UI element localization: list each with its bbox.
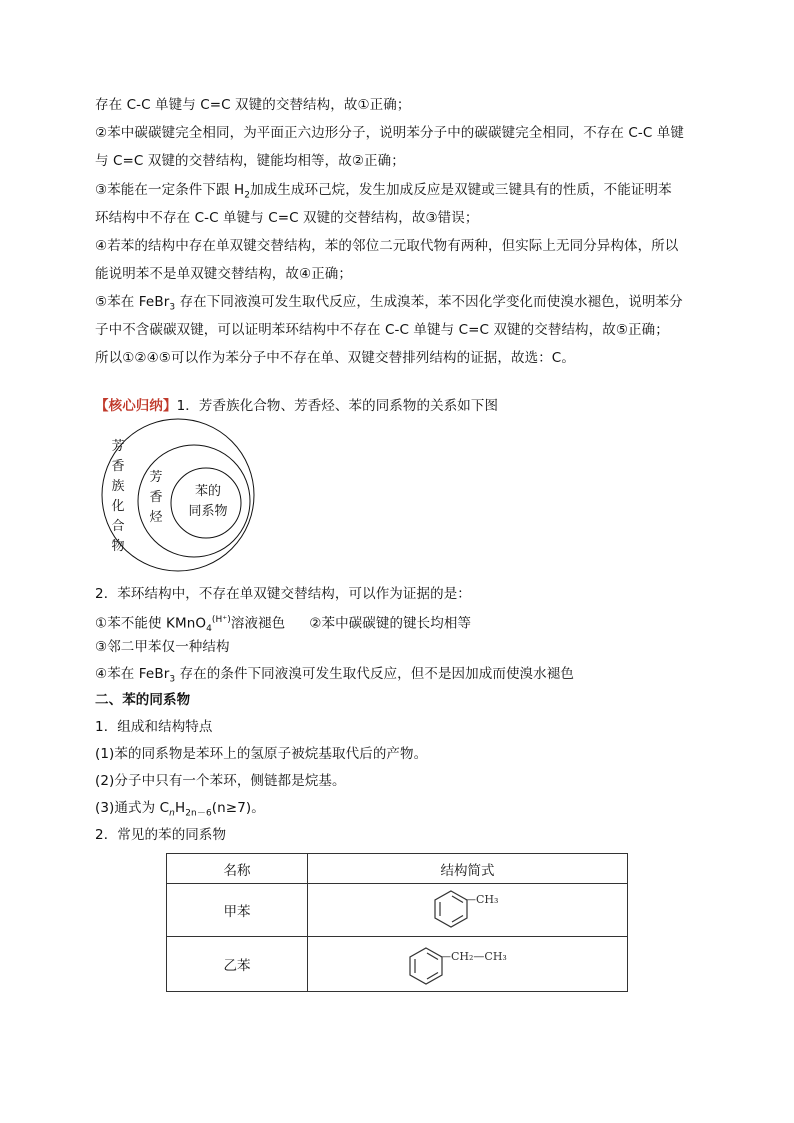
evidence-line-3: ③邻二甲苯仅一种结构: [95, 639, 230, 655]
section-2-point-1b: (2)分子中只有一个苯环，侧链都是烷基。: [95, 773, 346, 789]
svg-text:香: 香: [149, 490, 163, 505]
toluene-structure: [413, 887, 523, 933]
svg-text:芳: 芳: [149, 470, 163, 485]
svg-text:化: 化: [111, 499, 125, 514]
svg-text:物: 物: [111, 539, 125, 554]
analysis-line-5: 环结构中不存在 C-C 单键与 C=C 双键的交替结构，故③错误；: [95, 210, 479, 226]
homolog-table: [166, 853, 628, 992]
venn-inner-circle: [171, 468, 241, 538]
analysis-line-10: 所以①②④⑤可以作为苯分子中不存在单、双键交替排列结构的证据，故选：C。: [95, 350, 575, 366]
venn-outer-label: [111, 439, 124, 554]
section-2-point-1: 1．组成和结构特点: [95, 719, 213, 735]
table-row: [167, 884, 628, 937]
analysis-line-3: 与 C=C 双键的交替结构，键能均相等，故②正确；: [95, 153, 405, 169]
svg-text:族: 族: [111, 479, 125, 494]
svg-text:—CH₂—CH₃: —CH₂—CH₃: [439, 950, 507, 963]
table-header-structure: 结构简式: [308, 854, 628, 884]
analysis-line-6: ④若苯的结构中存在单双键交替结构，苯的邻位二元取代物有两种，但实际上无同分异构体，所以: [95, 238, 679, 254]
svg-text:香: 香: [111, 459, 125, 474]
structure-cell: [308, 937, 628, 992]
section-2-formula: (3)通式为 $C_nH_{2n-6}(n\ge 7)$。: [95, 800, 265, 819]
venn-diagram: [98, 415, 258, 575]
analysis-line-9: 子中不含碳碳双键，可以证明苯环结构中不存在 C-C 单键与 C=C 双键的交替结构，故⑤正确；: [95, 322, 669, 338]
section-2-point-1a: (1)苯的同系物是苯环上的氢原子被烷基取代后的产物。: [95, 746, 428, 762]
svg-text:同系物: 同系物: [188, 504, 228, 519]
structure-cell: [308, 884, 628, 937]
analysis-line-1: 存在 C-C 单键与 C=C 双键的交替结构，故①正确；: [95, 97, 411, 113]
compound-name: 甲苯: [167, 884, 308, 937]
section-2-point-2: 2．常见的苯的同系物: [95, 827, 227, 843]
venn-outer-circle: [102, 419, 254, 571]
analysis-line-4: ③苯能在一定条件下跟 $H_2$加成生成环己烷，发生加成反应是双键或三键具有的性质，不能证明苯: [95, 182, 672, 201]
venn-middle-label: [149, 470, 163, 525]
summary-heading: 【核心归纳】1．芳香族化合物、芳香烃、苯的同系物的关系如下图: [95, 398, 499, 414]
svg-text:—CH₃: —CH₃: [464, 893, 498, 906]
svg-text:合: 合: [111, 519, 125, 534]
table-header-name: 名称: [167, 854, 308, 884]
analysis-line-8: ⑤苯在 FeBr$_3$ 存在下同液溴可发生取代反应，生成溴苯，苯不因化学变化而使溴水褪色，说明苯分: [95, 294, 683, 313]
svg-text:苯的: 苯的: [194, 484, 222, 499]
table-row: [167, 937, 628, 992]
compound-name: 乙苯: [167, 937, 308, 992]
table-header-row: [167, 854, 628, 884]
summary-point-2: 2．苯环结构中，不存在单双键交替结构，可以作为证据的是：: [95, 586, 471, 602]
evidence-line-1: ①苯不能使 KMnO$_4^{(H^+)}$溶液褪色 ②苯中碳碳键的键长均相等: [95, 615, 472, 635]
summary-tag: 【核心归纳】: [95, 398, 177, 414]
analysis-line-7: 能说明苯不是单双键交替结构，故④正确；: [95, 266, 353, 282]
venn-inner-label: [188, 484, 227, 519]
section-2-title: 二、苯的同系物: [95, 692, 191, 708]
svg-text:烃: 烃: [149, 510, 163, 525]
evidence-line-4: ④苯在 FeBr$_3$ 存在的条件下同液溴可发生取代反应，但不是因加成而使溴水褪色: [95, 666, 574, 685]
ethylbenzene-structure: [398, 940, 538, 988]
svg-text:芳: 芳: [111, 439, 125, 454]
analysis-line-2: ②苯中碳碳键完全相同，为平面正六边形分子，说明苯分子中的碳碳键完全相同，不存在 C-C 单键: [95, 125, 685, 141]
